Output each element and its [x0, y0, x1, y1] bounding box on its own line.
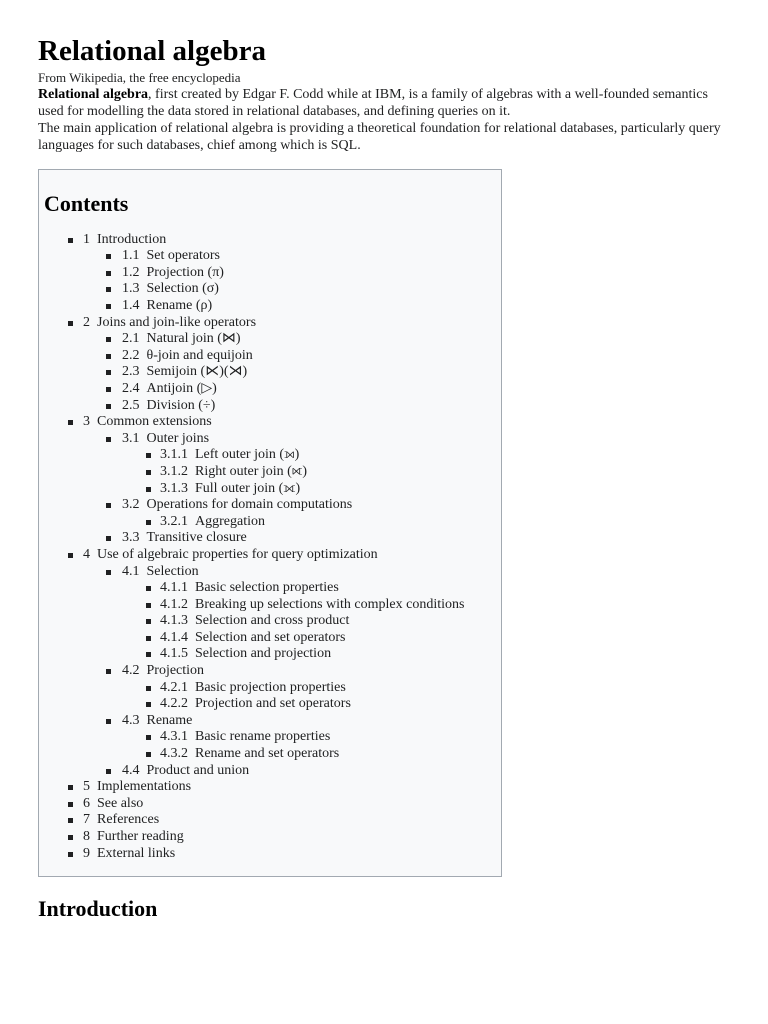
- toc-link[interactable]: Basic projection properties: [195, 679, 346, 695]
- square-bullet-icon: [68, 238, 73, 243]
- square-bullet-icon: [106, 404, 111, 409]
- toc-number: 3.2: [122, 497, 140, 513]
- square-bullet-icon: [68, 835, 73, 840]
- toc-number: 4.3.2: [160, 746, 188, 762]
- toc-list: [39, 232, 501, 863]
- toc-item[interactable]: [39, 846, 501, 863]
- toc-number: 1: [83, 231, 90, 247]
- toc-number: 4.3: [122, 712, 140, 728]
- toc-item[interactable]: [39, 464, 501, 481]
- toc-number: 3: [83, 414, 90, 430]
- toc-item[interactable]: [39, 315, 501, 332]
- toc-link[interactable]: Aggregation: [195, 513, 265, 529]
- toc-item[interactable]: [39, 696, 501, 713]
- toc-item[interactable]: [39, 431, 501, 448]
- toc-item[interactable]: [39, 232, 501, 249]
- toc-number: 2.1: [122, 331, 140, 347]
- toc-number: 4.1.3: [160, 613, 188, 629]
- toc-item[interactable]: [39, 530, 501, 547]
- toc-number: 4.1.2: [160, 596, 188, 612]
- square-bullet-icon: [106, 271, 111, 276]
- square-bullet-icon: [68, 553, 73, 558]
- toc-link[interactable]: θ-join and equijoin: [146, 347, 253, 363]
- square-bullet-icon: [146, 586, 151, 591]
- square-bullet-icon: [146, 702, 151, 707]
- toc-link[interactable]: Transitive closure: [146, 530, 247, 546]
- square-bullet-icon: [106, 254, 111, 259]
- toc-number: 4.2.1: [160, 679, 188, 695]
- toc-item[interactable]: [39, 646, 501, 663]
- square-bullet-icon: [146, 603, 151, 608]
- toc-link[interactable]: Product and union: [146, 762, 250, 778]
- toc-item[interactable]: [39, 514, 501, 531]
- toc-number: 2.2: [122, 347, 140, 363]
- toc-link[interactable]: Selection and cross product: [195, 613, 350, 629]
- intro-bold-term: Relational algebra: [38, 87, 149, 103]
- square-bullet-icon: [146, 470, 151, 475]
- toc-item[interactable]: [39, 630, 501, 647]
- toc-link[interactable]: Operations for domain computations: [146, 497, 353, 513]
- toc-link[interactable]: Selection: [146, 563, 199, 579]
- square-bullet-icon: [146, 652, 151, 657]
- toc-link[interactable]: Right outer join (⟖): [195, 463, 308, 479]
- square-bullet-icon: [68, 420, 73, 425]
- toc-link[interactable]: Rename: [146, 712, 193, 728]
- toc-number: 1.4: [122, 298, 140, 314]
- square-bullet-icon: [68, 785, 73, 790]
- square-bullet-icon: [68, 852, 73, 857]
- toc-link[interactable]: Set operators: [146, 248, 220, 264]
- square-bullet-icon: [146, 735, 151, 740]
- toc-link[interactable]: Common extensions: [97, 414, 212, 430]
- toc-item[interactable]: [39, 298, 501, 315]
- square-bullet-icon: [146, 520, 151, 525]
- toc-link[interactable]: Selection and projection: [195, 646, 332, 662]
- toc-link[interactable]: Projection and set operators: [195, 696, 351, 712]
- toc-item[interactable]: [39, 398, 501, 415]
- page-title: Relational algebra: [38, 35, 266, 67]
- toc-link[interactable]: Joins and join-like operators: [97, 314, 257, 330]
- intro-paragraph: [38, 86, 730, 120]
- square-bullet-icon: [68, 802, 73, 807]
- toc-number: 7: [83, 812, 90, 828]
- square-bullet-icon: [106, 769, 111, 774]
- toc-number: 2.4: [122, 380, 140, 396]
- toc-number: 2.5: [122, 397, 140, 413]
- toc-item[interactable]: [39, 763, 501, 780]
- toc-number: 4.1.4: [160, 629, 188, 645]
- toc-item[interactable]: [39, 281, 501, 298]
- square-bullet-icon: [106, 437, 111, 442]
- square-bullet-icon: [106, 337, 111, 342]
- toc-item[interactable]: [39, 680, 501, 697]
- toc-link[interactable]: Selection (σ): [146, 281, 219, 297]
- toc-number: 6: [83, 795, 90, 811]
- toc-item[interactable]: [39, 746, 501, 763]
- toc-item[interactable]: [39, 547, 501, 564]
- toc-item[interactable]: [39, 348, 501, 365]
- toc-number: 3.2.1: [160, 513, 188, 529]
- toc-link[interactable]: Projection: [146, 663, 205, 679]
- toc-number: 2.3: [122, 364, 140, 380]
- toc-link[interactable]: Full outer join (⟗): [195, 480, 301, 496]
- toc-link[interactable]: Basic selection properties: [195, 580, 339, 596]
- application-paragraph: The main application of relational algebra is providing a theoretical foundation for relational databases, particularly query languages for such databases, chief among which is SQL.: [38, 121, 721, 154]
- square-bullet-icon: [146, 487, 151, 492]
- toc-item[interactable]: [39, 381, 501, 398]
- site-tagline: From Wikipedia, the free encyclopedia: [38, 69, 241, 85]
- toc-item[interactable]: [39, 265, 501, 282]
- toc-item[interactable]: [39, 331, 501, 348]
- toc-number: 5: [83, 779, 90, 795]
- toc-number: 4.4: [122, 762, 140, 778]
- toc-number: 9: [83, 845, 90, 861]
- toc-link[interactable]: Semijoin (⋉)(⋊): [146, 364, 248, 380]
- square-bullet-icon: [106, 370, 111, 375]
- toc-number: 3.1.2: [160, 463, 188, 479]
- toc-number: 3.3: [122, 530, 140, 546]
- toc-number: 2: [83, 314, 90, 330]
- toc-item[interactable]: [39, 713, 501, 730]
- square-bullet-icon: [106, 304, 111, 309]
- square-bullet-icon: [146, 636, 151, 641]
- square-bullet-icon: [106, 503, 111, 508]
- toc-item[interactable]: [39, 248, 501, 265]
- toc-number: 3.1: [122, 430, 140, 446]
- toc-link[interactable]: Left outer join (⟕): [195, 447, 300, 463]
- toc-link[interactable]: Introduction: [97, 231, 167, 247]
- square-bullet-icon: [106, 570, 111, 575]
- toc-link[interactable]: Division (÷): [146, 397, 216, 413]
- toc-item[interactable]: [39, 481, 501, 498]
- square-bullet-icon: [68, 818, 73, 823]
- square-bullet-icon: [106, 387, 111, 392]
- toc-item[interactable]: [39, 564, 501, 581]
- toc-number: 4: [83, 546, 90, 562]
- toc-item[interactable]: [39, 364, 501, 381]
- toc-link[interactable]: Rename and set operators: [195, 746, 340, 762]
- toc-number: 3.1.3: [160, 480, 188, 496]
- square-bullet-icon: [146, 453, 151, 458]
- toc-number: 4.1: [122, 563, 140, 579]
- toc-number: 1.2: [122, 264, 140, 280]
- toc-number: 1.3: [122, 281, 140, 297]
- toc-number: 4.1.5: [160, 646, 188, 662]
- toc-link[interactable]: Outer joins: [146, 430, 210, 446]
- square-bullet-icon: [146, 619, 151, 624]
- square-bullet-icon: [106, 287, 111, 292]
- toc-link[interactable]: See also: [97, 795, 144, 811]
- toc-item[interactable]: [39, 829, 501, 846]
- toc-number: 4.2.2: [160, 696, 188, 712]
- toc-title: Contents: [44, 191, 129, 217]
- toc-item[interactable]: [39, 779, 501, 796]
- toc-number: 4.2: [122, 663, 140, 679]
- square-bullet-icon: [106, 536, 111, 541]
- toc-link[interactable]: Antijoin (▷): [146, 380, 217, 396]
- table-of-contents: [38, 169, 502, 877]
- toc-link[interactable]: References: [97, 812, 160, 828]
- toc-link[interactable]: Basic rename properties: [195, 729, 331, 745]
- toc-item[interactable]: [39, 796, 501, 813]
- square-bullet-icon: [106, 719, 111, 724]
- toc-link[interactable]: Breaking up selections with complex conditions: [195, 596, 465, 612]
- toc-number: 3.1.1: [160, 447, 188, 463]
- toc-link[interactable]: Implementations: [97, 779, 192, 795]
- intro-text: , first created by Edgar F. Codd while at IBM, is a family of algebras with a well-founded semantics used for modelling the data stored in relational databases, and defining queries on it.: [38, 87, 708, 120]
- toc-number: 4.1.1: [160, 580, 188, 596]
- introduction-heading: Introduction: [38, 896, 158, 922]
- toc-item[interactable]: [39, 613, 501, 630]
- square-bullet-icon: [68, 321, 73, 326]
- toc-item[interactable]: [39, 497, 501, 514]
- square-bullet-icon: [106, 354, 111, 359]
- square-bullet-icon: [106, 669, 111, 674]
- toc-link[interactable]: External links: [97, 845, 176, 861]
- toc-item[interactable]: [39, 580, 501, 597]
- toc-link[interactable]: Rename (ρ): [146, 298, 213, 314]
- toc-link[interactable]: Selection and set operators: [195, 629, 346, 645]
- toc-number: 4.3.1: [160, 729, 188, 745]
- toc-item[interactable]: [39, 414, 501, 431]
- square-bullet-icon: [146, 686, 151, 691]
- toc-item[interactable]: [39, 663, 501, 680]
- toc-number: 1.1: [122, 248, 140, 264]
- toc-link[interactable]: Natural join (⋈): [146, 331, 241, 347]
- toc-link[interactable]: Projection (π): [146, 264, 224, 280]
- toc-item[interactable]: [39, 447, 501, 464]
- toc-link[interactable]: Further reading: [97, 829, 184, 845]
- toc-item[interactable]: [39, 812, 501, 829]
- toc-link[interactable]: Use of algebraic properties for query optimization: [97, 546, 378, 562]
- toc-item[interactable]: [39, 597, 501, 614]
- square-bullet-icon: [146, 752, 151, 757]
- toc-number: 8: [83, 829, 90, 845]
- toc-item[interactable]: [39, 729, 501, 746]
